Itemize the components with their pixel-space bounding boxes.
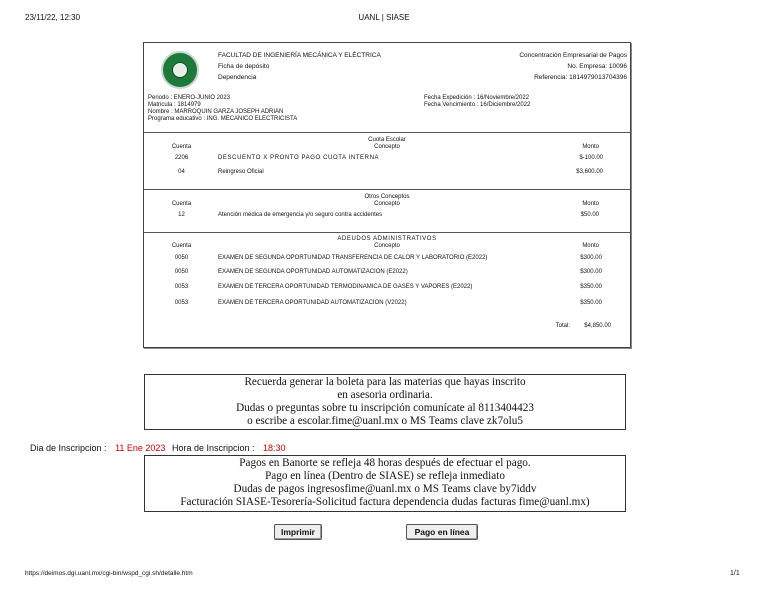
dependency-label: Dependencia <box>218 74 257 81</box>
matricula: Matricula : 1814979 <box>148 102 201 108</box>
divider <box>144 189 630 190</box>
col-cuenta: Cuenta <box>171 144 192 150</box>
row-concepto: DESCUENTO X PRONTO PAGO CUOTA INTERNA <box>218 155 380 161</box>
row-cuenta: 0053 <box>174 284 189 290</box>
inscription-day-label: Dia de Inscripcion : <box>30 443 107 453</box>
col-concepto: Concepto <box>374 243 400 249</box>
col-concepto: Concepto <box>374 201 400 207</box>
row-monto: $-100.00 <box>579 155 603 161</box>
col-monto: Monto <box>582 243 599 249</box>
due-date: Fecha Vencimiento : 16/Diciembre/2022 <box>424 102 531 108</box>
reference-number: Referencia: 1814979013704396 <box>534 74 627 81</box>
row-concepto: Atención médica de emergencia y/o seguro contra accidentes <box>218 212 383 218</box>
col-cuenta: Cuenta <box>171 243 192 249</box>
inscription-hour-label: Hora de Inscripcion : <box>171 443 255 453</box>
page-title: UANL | SIASE <box>358 13 410 22</box>
print-button[interactable]: Imprimir <box>274 524 322 540</box>
notice-line: Pagos en Banorte se refleja 48 horas después de efectuar el pago. <box>239 457 531 469</box>
total-value: $4,850.00 <box>584 323 611 329</box>
row-concepto: EXAMEN DE SEGUNDA OPORTUNIDAD AUTOMATIZACION (E2022) <box>218 269 408 275</box>
row-monto: $350.00 <box>580 300 602 306</box>
inscription-info <box>30 443 286 453</box>
row-concepto: EXAMEN DE TERCERA OPORTUNIDAD TERMODINAMICA DE GASES Y VAPORES (E2022) <box>218 284 473 290</box>
notice-line: en asesoria ordinaria. <box>337 389 433 401</box>
page-url: https://deimos.dgi.uanl.mx/cgi-bin/wspd_cgi.sh/detalle.htm <box>25 570 193 577</box>
divider <box>144 232 630 233</box>
faculty-name: FACULTAD DE INGENIERÍA MECÁNICA Y ELÉCTRICA <box>218 52 381 59</box>
page-number: 1/1 <box>730 570 740 577</box>
inscription-day-value: 11 Ene 2023 <box>115 443 166 453</box>
notice-line: Dudas de pagos ingresosfime@uanl.mx o MS Teams clave by7iddv <box>233 483 537 495</box>
section-title: Otros Conceptos <box>364 194 410 200</box>
student-name: Nombre : MARROQUIN GARZA JOSEPH ADRIAN <box>148 109 284 115</box>
col-monto: Monto <box>582 201 599 207</box>
row-monto: $350.00 <box>580 284 602 290</box>
row-cuenta: 0053 <box>174 300 189 306</box>
issue-date: Fecha Expedición : 16/Noviembre/2022 <box>424 95 530 101</box>
enrollment-notice <box>144 374 626 430</box>
notice-line: o escribe a escolar.fime@uanl.mx o MS Teams clave zk7olu5 <box>247 415 523 427</box>
notice-line: Pago en línea (Dentro de SIASE) se refleja inmediato <box>265 470 505 482</box>
row-monto: $300.00 <box>580 255 602 261</box>
university-logo-icon <box>161 51 199 89</box>
notice-line: Dudas o preguntas sobre tu inscripción comunícate al 8113404423 <box>236 402 534 414</box>
payment-slip <box>143 42 631 348</box>
section-title: ADEUDOS ADMINISTRATIVOS <box>337 236 437 242</box>
col-monto: Monto <box>582 144 599 150</box>
row-cuenta: 04 <box>178 169 185 175</box>
period: Periodo : ENERO-JUNIO 2023 <box>148 95 231 101</box>
row-concepto: EXAMEN DE TERCERA OPORTUNIDAD AUTOMATIZACION (V2022) <box>218 300 407 306</box>
col-concepto: Concepto <box>374 144 400 150</box>
col-cuenta: Cuenta <box>171 201 192 207</box>
pay-online-button[interactable]: Pago en línea <box>406 524 478 540</box>
payment-notice <box>144 455 626 512</box>
program: Programa educativo : ING. MECANICO ELECTRICISTA <box>148 116 298 122</box>
row-cuenta: 12 <box>178 212 185 218</box>
row-cuenta: 0050 <box>174 255 189 261</box>
row-concepto: Reingreso Oficial <box>218 169 264 175</box>
inscription-hour-value: 18:30 <box>263 443 286 453</box>
row-cuenta: 0050 <box>174 269 189 275</box>
concentration-label: Concentración Empresarial de Pagos <box>519 52 627 59</box>
section-title: Cuota Escolar <box>368 137 406 143</box>
print-datetime: 23/11/22, 12:30 <box>25 13 81 22</box>
company-number: No. Empresa: 10096 <box>567 63 627 70</box>
row-concepto: EXAMEN DE SEGUNDA OPORTUNIDAD TRANSFERENCIA DE CALOR Y LABORATORIO (E2022) <box>218 255 488 261</box>
total-label: Total: <box>555 323 570 329</box>
row-cuenta: 2206 <box>174 155 189 161</box>
row-monto: $3,600.00 <box>576 169 603 175</box>
divider <box>144 132 630 133</box>
row-monto: $300.00 <box>580 269 602 275</box>
row-monto: $50.00 <box>580 212 599 218</box>
notice-line: Facturación SIASE-Tesorería-Solicitud factura dependencia dudas facturas fime@uanl.mx) <box>180 496 590 508</box>
notice-line: Recuerda generar la boleta para las materias que hayas inscrito <box>244 376 526 388</box>
deposit-label: Ficha de depósito <box>218 63 270 70</box>
